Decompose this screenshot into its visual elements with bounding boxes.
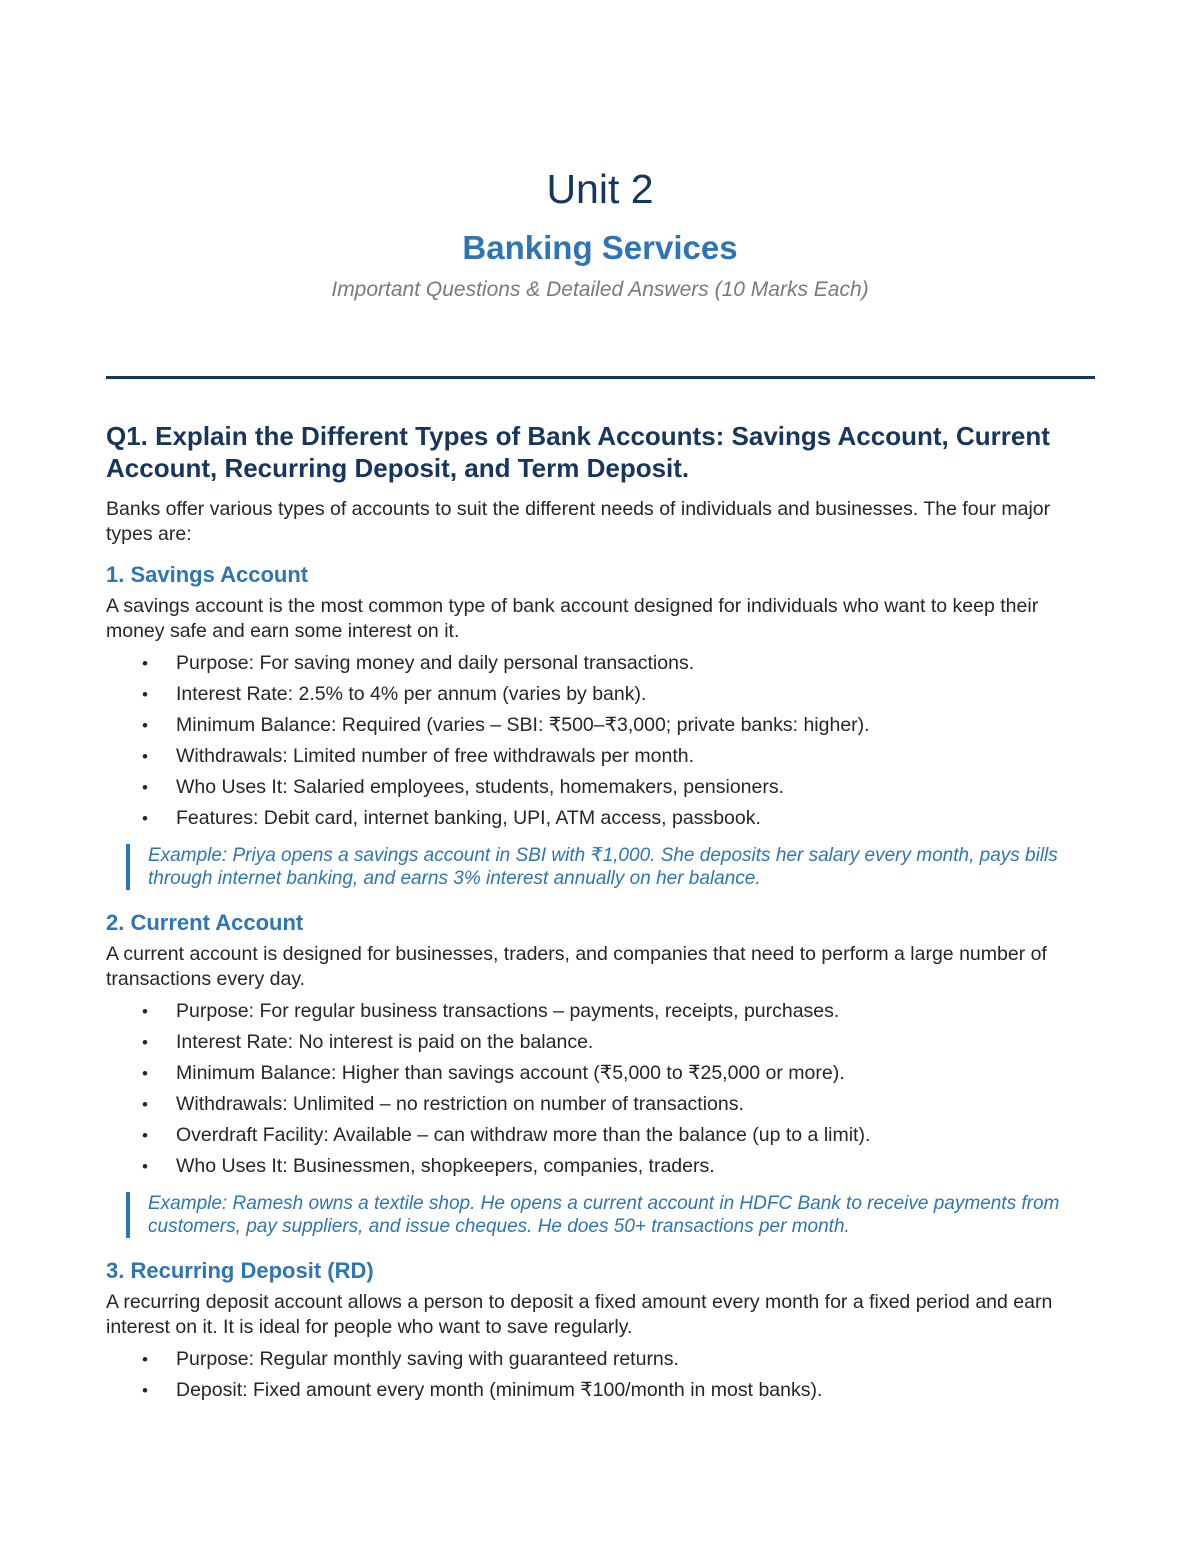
list-item: • Overdraft Facility: Available – can withdraw more than the balance (up to a limit). <box>106 1120 1098 1151</box>
list-item: • Purpose: Regular monthly saving with guaranteed returns. <box>106 1344 1098 1375</box>
section-recurring-deposit <box>106 1256 1098 1406</box>
section-savings-account <box>106 560 1098 890</box>
list-item: • Withdrawals: Limited number of free withdrawals per month. <box>106 741 1098 772</box>
list-item: • Interest Rate: 2.5% to 4% per annum (varies by bank). <box>106 679 1098 710</box>
section-heading: 3. Recurring Deposit (RD) <box>106 1258 374 1283</box>
bullet-icon: • <box>142 1033 148 1052</box>
list-item: • Minimum Balance: Required (varies – SBI: ₹500–₹3,000; private banks: higher). <box>106 710 1098 741</box>
unit-title: Unit 2 <box>546 166 654 212</box>
bullet-list <box>106 1344 1098 1406</box>
list-item: • Interest Rate: No interest is paid on the balance. <box>106 1027 1098 1058</box>
section-heading: 2. Current Account <box>106 910 304 935</box>
bullet-list <box>106 648 1098 834</box>
bullet-icon: • <box>142 1095 148 1114</box>
bullet-icon: • <box>142 685 148 704</box>
header-divider <box>106 376 1095 379</box>
section-heading: 1. Savings Account <box>106 562 309 587</box>
list-item: • Minimum Balance: Higher than savings account (₹5,000 to ₹25,000 or more). <box>106 1058 1098 1089</box>
bullet-icon: • <box>142 778 148 797</box>
question-title: Q1. Explain the Different Types of Bank Accounts: Savings Account, Current Account, Recurring Deposit, and Term Deposit. <box>106 421 1050 483</box>
list-item: • Who Uses It: Salaried employees, students, homemakers, pensioners. <box>106 772 1098 803</box>
list-item: • Who Uses It: Businessmen, shopkeepers, companies, traders. <box>106 1151 1098 1182</box>
list-item: • Purpose: For regular business transactions – payments, receipts, purchases. <box>106 996 1098 1027</box>
section-current-account <box>106 908 1098 1238</box>
bullet-icon: • <box>142 654 148 673</box>
document-body <box>106 420 1098 1406</box>
list-item: • Deposit: Fixed amount every month (minimum ₹100/month in most banks). <box>106 1375 1098 1406</box>
bullet-icon: • <box>142 809 148 828</box>
section-description: A savings account is the most common type of bank account designed for individuals who want to keep their money safe and earn some interest on it. <box>106 595 1039 642</box>
list-item: • Withdrawals: Unlimited – no restriction on number of transactions. <box>106 1089 1098 1120</box>
bullet-icon: • <box>142 716 148 735</box>
section-description: A current account is designed for businesses, traders, and companies that need to perform a large number of transactions every day. <box>106 943 1047 990</box>
list-item: • Purpose: For saving money and daily personal transactions. <box>106 648 1098 679</box>
bullet-icon: • <box>142 1350 148 1369</box>
bullet-icon: • <box>142 1126 148 1145</box>
example-callout: Example: Priya opens a savings account in SBI with ₹1,000. She deposits her salary every month, pays bills through internet banking, and earns 3% interest annually on her balance. <box>126 844 1098 890</box>
bullet-icon: • <box>142 1381 148 1400</box>
bullet-icon: • <box>142 1002 148 1021</box>
bullet-icon: • <box>142 1064 148 1083</box>
question-intro: Banks offer various types of accounts to suit the different needs of individuals and businesses. The four major types are: <box>106 498 1051 545</box>
bullet-icon: • <box>142 1157 148 1176</box>
document-tagline: Important Questions & Detailed Answers (10 Marks Each) <box>331 278 869 301</box>
example-callout: Example: Ramesh owns a textile shop. He opens a current account in HDFC Bank to receive payments from customers, pay suppliers, and issue cheques. He does 50+ transactions per month. <box>126 1192 1098 1238</box>
section-description: A recurring deposit account allows a person to deposit a fixed amount every month for a fixed period and earn interest on it. It is ideal for people who want to save regularly. <box>106 1291 1053 1338</box>
bullet-icon: • <box>142 747 148 766</box>
bullet-list <box>106 996 1098 1182</box>
list-item: • Features: Debit card, internet banking, UPI, ATM access, passbook. <box>106 803 1098 834</box>
subject-title: Banking Services <box>462 229 738 266</box>
